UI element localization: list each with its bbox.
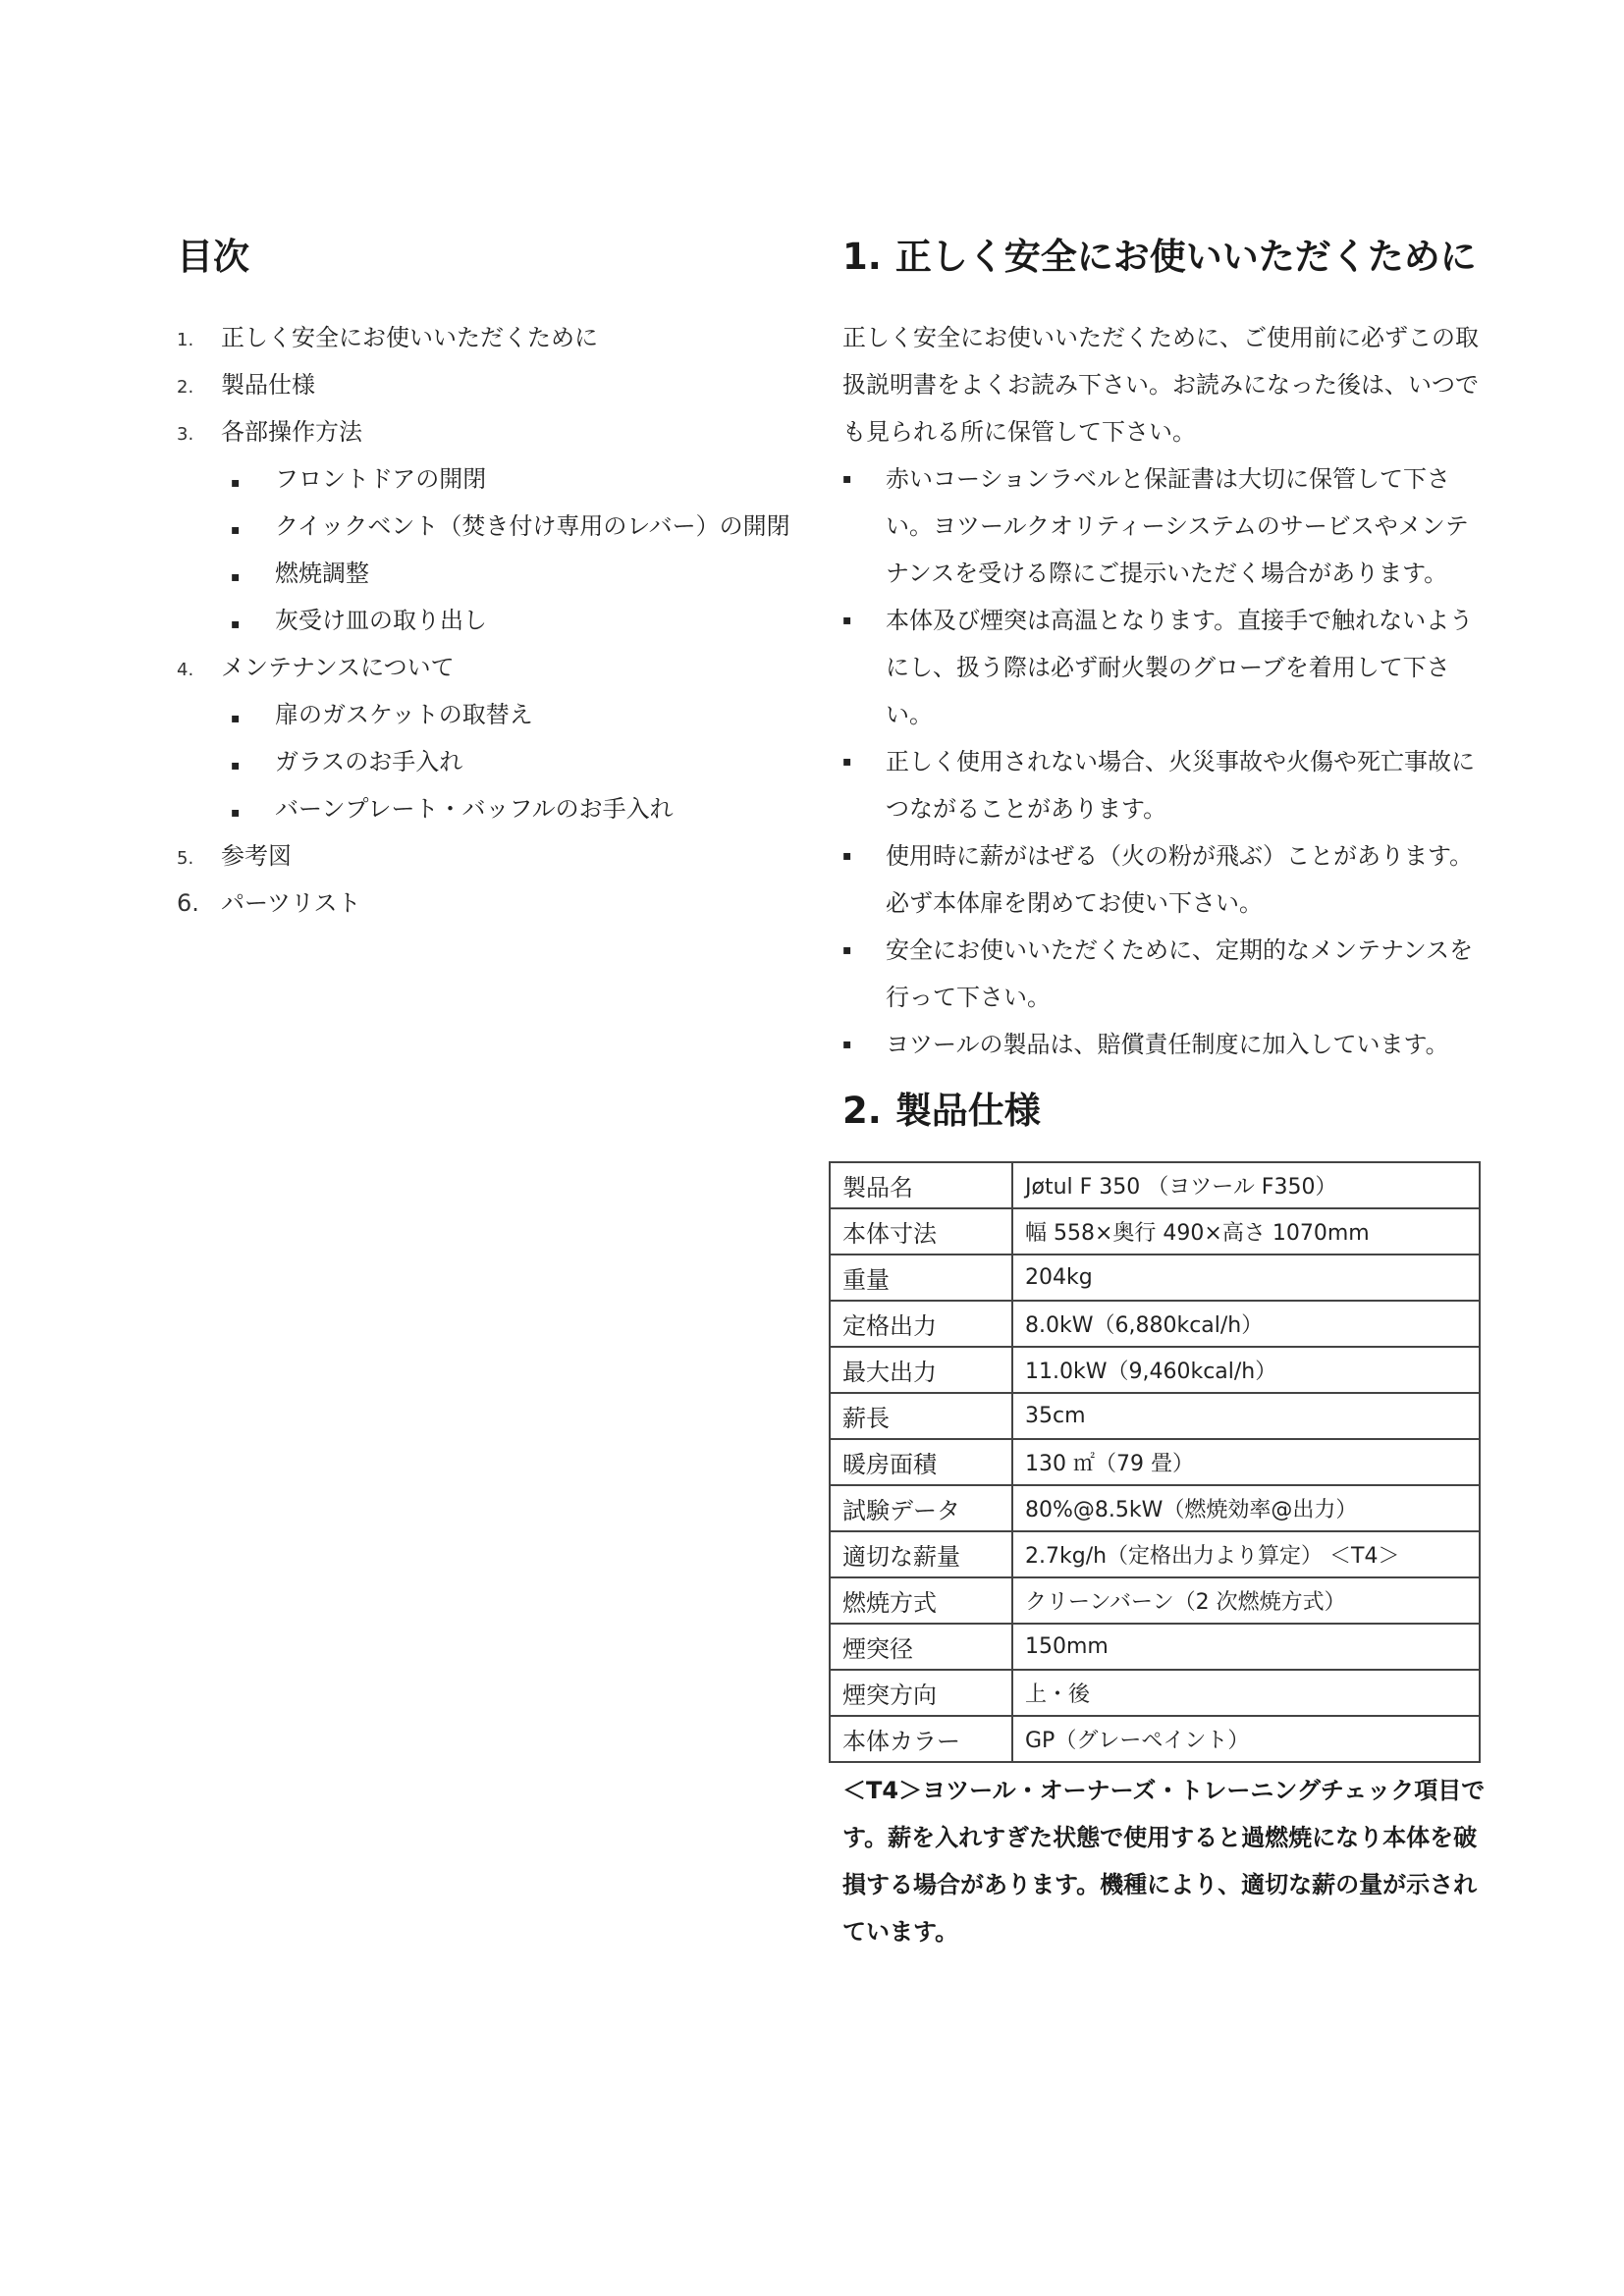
spec-label: 燃焼方式 <box>830 1577 1012 1624</box>
safety-bullet-text: 正しく使用されない場合、火災事故や火傷や死亡事故につながることがあります。 <box>886 748 1475 824</box>
toc-subitem-label: フロントドアの開閉 <box>275 465 487 494</box>
spec-label: 重量 <box>830 1255 1012 1301</box>
safety-bullet <box>842 738 1490 832</box>
spec-row <box>830 1208 1480 1255</box>
table-of-contents <box>177 236 805 927</box>
toc-item-number: 6. <box>177 889 199 918</box>
safety-bullet <box>842 1021 1490 1068</box>
toc-item-label: メンテナンスについて <box>221 654 455 682</box>
spec-row <box>830 1301 1480 1347</box>
spec-row <box>830 1439 1480 1485</box>
main-content <box>842 236 1510 1955</box>
toc-subitem-label: ガラスのお手入れ <box>275 748 463 776</box>
spec-row <box>830 1393 1480 1439</box>
spec-value: GP（グレーペイント） <box>1012 1716 1480 1762</box>
section1-heading <box>842 236 1510 279</box>
bullet-square-icon: ▪ <box>842 942 852 959</box>
section1-title: 正しく安全にお使いいただくために <box>894 236 1477 278</box>
section2-title: 製品仕様 <box>894 1090 1041 1133</box>
toc-item <box>177 314 805 361</box>
spec-label: 本体カラー <box>830 1716 1012 1762</box>
safety-bullet <box>842 597 1490 738</box>
spec-value: 35cm <box>1012 1393 1480 1439</box>
toc-item-label: 各部操作方法 <box>221 418 362 447</box>
toc-item-label: パーツリスト <box>221 889 361 918</box>
spec-value: 204kg <box>1012 1255 1480 1301</box>
spec-value: クリーンバーン（2 次燃焼方式） <box>1012 1577 1480 1624</box>
toc-subitem-label: 燃焼調整 <box>275 560 369 588</box>
spec-row <box>830 1577 1480 1624</box>
toc-item-number: 4. <box>177 660 194 681</box>
t4-note: ＜T4＞ヨツール・オーナーズ・トレーニングチェック項目です。薪を入れすぎた状態で使用すると過燃焼になり本体を破損する場合があります。機種により、適切な薪の量が示されています。 <box>842 1776 1486 1946</box>
toc-title: 目次 <box>177 236 249 278</box>
spec-row <box>830 1255 1480 1301</box>
toc-subitem <box>177 597 805 644</box>
safety-bullet-text: ヨツールの製品は、賠償責任制度に加入しています。 <box>886 1031 1449 1059</box>
spec-value: 2.7kg/h（定格出力より算定） ＜T4＞ <box>1012 1531 1480 1577</box>
toc-subitem <box>177 691 805 738</box>
toc-subitem <box>177 738 805 785</box>
bullet-square-icon: ▪ <box>231 616 241 633</box>
toc-item-number: 3. <box>177 424 194 446</box>
toc-item-number: 2. <box>177 377 194 399</box>
safety-bullet <box>842 832 1490 927</box>
toc-item-label: 参考図 <box>221 842 292 871</box>
spec-value: 8.0kW（6,880kcal/h） <box>1012 1301 1480 1347</box>
bullet-square-icon: ▪ <box>842 471 852 488</box>
spec-row <box>830 1485 1480 1531</box>
spec-value: 80%@8.5kW（燃焼効率@出力） <box>1012 1485 1480 1531</box>
safety-bullet-text: 赤いコーションラベルと保証書は大切に保管して下さい。ヨツールクオリティーシステムのサービスやメンテナンスを受ける際にご提示いただく場合があります。 <box>886 465 1469 588</box>
toc-item-label: 製品仕様 <box>221 371 315 400</box>
spec-row <box>830 1531 1480 1577</box>
bullet-square-icon: ▪ <box>842 754 852 771</box>
bullet-square-icon: ▪ <box>231 805 241 822</box>
spec-row <box>830 1716 1480 1762</box>
spec-value: 上・後 <box>1012 1670 1480 1716</box>
safety-bullet-list <box>842 455 1490 1068</box>
bullet-square-icon: ▪ <box>231 758 241 774</box>
spec-table-body <box>830 1162 1480 1762</box>
toc-item <box>177 361 805 408</box>
toc-item <box>177 408 805 455</box>
section1-number: 1. <box>842 236 882 278</box>
bullet-square-icon: ▪ <box>231 522 241 539</box>
toc-item-number: 5. <box>177 848 194 870</box>
spec-label: 煙突径 <box>830 1624 1012 1670</box>
spec-label: 最大出力 <box>830 1347 1012 1393</box>
toc-subitem <box>177 503 805 550</box>
spec-label: 暖房面積 <box>830 1439 1012 1485</box>
spec-value: Jøtul F 350 （ヨツール F350） <box>1012 1162 1480 1208</box>
intro-paragraph: 正しく安全にお使いいただくために、ご使用前に必ずこの取扱説明書をよくお読み下さい。お読みになった後は、いつでも見られる所に保管して下さい。 <box>842 324 1479 447</box>
toc-item-number: 1. <box>177 330 194 351</box>
toc-item <box>177 644 805 691</box>
toc-subitem <box>177 785 805 832</box>
section2-number: 2. <box>842 1090 882 1133</box>
spec-label: 定格出力 <box>830 1301 1012 1347</box>
spec-row <box>830 1670 1480 1716</box>
bullet-square-icon: ▪ <box>842 1037 852 1053</box>
toc-item-label: 正しく安全にお使いいただくために <box>221 324 598 352</box>
toc-subitem-label: 扉のガスケットの取替え <box>275 701 533 729</box>
spec-row <box>830 1624 1480 1670</box>
spec-value: 150mm <box>1012 1624 1480 1670</box>
spec-table <box>829 1161 1481 1763</box>
bullet-square-icon: ▪ <box>842 848 852 865</box>
spec-value: 130 ㎡（79 畳） <box>1012 1439 1480 1485</box>
toc-item <box>177 880 805 927</box>
safety-bullet-text: 使用時に薪がはぜる（火の粉が飛ぶ）ことがあります。必ず本体扉を閉めてお使い下さい。 <box>886 842 1474 918</box>
safety-bullet-text: 本体及び煙突は高温となります。直接手で触れないようにし、扱う際は必ず耐火製のグローブを着用して下さい。 <box>886 607 1474 729</box>
bullet-square-icon: ▪ <box>842 613 852 629</box>
toc-subitem <box>177 550 805 597</box>
toc-subitem-label: クイックベント（焚き付け専用のレバー）の開閉 <box>275 512 790 541</box>
toc-item <box>177 832 805 880</box>
safety-bullet <box>842 927 1490 1021</box>
section2-heading <box>842 1090 1510 1133</box>
bullet-square-icon: ▪ <box>231 711 241 727</box>
spec-row <box>830 1162 1480 1208</box>
spec-label: 煙突方向 <box>830 1670 1012 1716</box>
toc-subitem-label: バーンプレート・バッフルのお手入れ <box>275 795 674 824</box>
spec-value: 幅 558×奥行 490×高さ 1070mm <box>1012 1208 1480 1255</box>
bullet-square-icon: ▪ <box>231 569 241 586</box>
toc-subitem <box>177 455 805 503</box>
bullet-square-icon: ▪ <box>231 475 241 492</box>
safety-bullet-text: 安全にお使いいただくために、定期的なメンテナンスを行って下さい。 <box>886 936 1474 1012</box>
spec-label: 製品名 <box>830 1162 1012 1208</box>
spec-label: 本体寸法 <box>830 1208 1012 1255</box>
spec-label: 薪長 <box>830 1393 1012 1439</box>
section1-intro <box>842 314 1490 1068</box>
spec-value: 11.0kW（9,460kcal/h） <box>1012 1347 1480 1393</box>
toc-subitem-label: 灰受け皿の取り出し <box>275 607 487 635</box>
spec-label: 試験データ <box>830 1485 1012 1531</box>
toc-list <box>177 314 805 927</box>
spec-row <box>830 1347 1480 1393</box>
spec-label: 適切な薪量 <box>830 1531 1012 1577</box>
safety-bullet <box>842 455 1490 597</box>
